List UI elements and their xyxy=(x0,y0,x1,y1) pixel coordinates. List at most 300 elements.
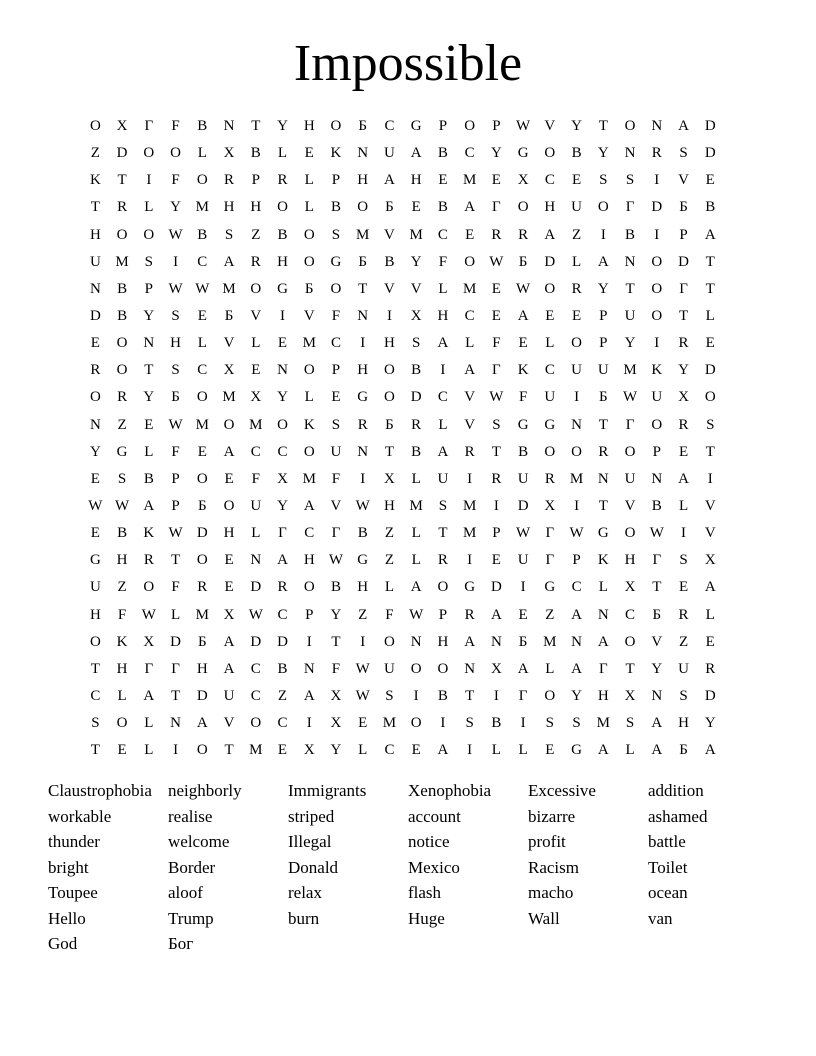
grid-letter: Г xyxy=(518,688,528,705)
grid-letter: S xyxy=(331,416,341,433)
grid-letter: D xyxy=(490,579,502,596)
grid-letter: G xyxy=(357,389,369,406)
grid-letter: K xyxy=(597,552,609,569)
grid-letter: X xyxy=(330,688,342,705)
grid-letter: E xyxy=(705,335,715,352)
grid-letter: Y xyxy=(89,443,101,460)
grid-letter: L xyxy=(678,498,689,515)
grid-letter: A xyxy=(437,443,449,460)
grid-letter: O xyxy=(437,579,449,596)
grid-letter: P xyxy=(171,470,180,487)
grid-letter: Z xyxy=(117,579,127,596)
grid-letter: F xyxy=(331,308,341,325)
grid-letter: X xyxy=(223,145,235,162)
grid-letter: X xyxy=(384,470,395,487)
grid-letter: L xyxy=(491,742,501,759)
grid-letter: D xyxy=(704,118,716,135)
grid-letter: E xyxy=(491,308,501,325)
grid-letter: E xyxy=(197,443,207,460)
grid-letter: L xyxy=(438,280,448,297)
grid-letter: Б xyxy=(679,742,688,759)
grid-letter: T xyxy=(625,660,635,677)
grid-letter: E xyxy=(411,742,421,759)
grid-letter: N xyxy=(357,443,369,460)
grid-letter: M xyxy=(623,362,637,379)
grid-letter: B xyxy=(437,145,448,162)
grid-letter: V xyxy=(410,280,422,297)
grid-letter: Г xyxy=(625,199,635,216)
grid-letter: L xyxy=(117,688,127,705)
grid-letter: H xyxy=(223,199,235,216)
grid-letter: C xyxy=(437,389,448,406)
grid-letter: L xyxy=(144,742,154,759)
grid-letter: H xyxy=(250,199,262,216)
grid-letter: G xyxy=(517,145,529,162)
word-list xyxy=(48,780,768,959)
grid-letter: S xyxy=(572,715,581,732)
grid-letter: S xyxy=(679,688,688,705)
grid-letter: R xyxy=(544,470,555,487)
grid-letter: O xyxy=(597,199,609,216)
grid-letter: B xyxy=(571,145,582,162)
grid-letter: M xyxy=(462,280,477,297)
grid-letter: P xyxy=(492,118,501,135)
grid-letter: O xyxy=(116,226,128,243)
grid-letter: R xyxy=(518,226,529,243)
word-list-item: Hello xyxy=(48,908,86,928)
grid-letter: D xyxy=(250,579,262,596)
grid-letter: A xyxy=(143,688,155,705)
grid-letter: H xyxy=(357,362,369,379)
grid-letter: L xyxy=(251,525,261,542)
grid-letter: B xyxy=(651,498,662,515)
grid-letter: A xyxy=(464,199,476,216)
grid-letter: E xyxy=(358,715,368,732)
grid-letter: C xyxy=(384,742,395,759)
grid-letter: B xyxy=(491,715,502,732)
grid-letter: M xyxy=(302,470,316,487)
grid-letter: L xyxy=(625,742,635,759)
word-list-item: realise xyxy=(168,806,213,826)
grid-letter: I xyxy=(280,308,285,325)
word-list-item: Excessive xyxy=(528,781,596,800)
word-list-item: addition xyxy=(648,781,704,800)
grid-letter: I xyxy=(440,362,446,379)
grid-letter: Б xyxy=(197,633,207,650)
grid-letter: X xyxy=(303,742,315,759)
grid-letter: O xyxy=(196,552,208,569)
grid-letter: O xyxy=(170,145,181,162)
grid-letter: A xyxy=(410,145,422,162)
grid-letter: O xyxy=(544,443,556,460)
grid-letter: G xyxy=(464,579,476,596)
grid-letter: P xyxy=(438,606,448,623)
grid-letter: E xyxy=(117,742,127,759)
grid-letter: Y xyxy=(330,606,342,623)
grid-letter: S xyxy=(331,226,341,243)
word-list-item: neighborly xyxy=(168,781,242,800)
grid-letter: O xyxy=(410,660,422,677)
grid-letter: A xyxy=(223,443,235,460)
grid-letter: S xyxy=(625,172,635,189)
grid-letter: O xyxy=(384,389,395,406)
grid-letter: O xyxy=(116,335,128,352)
grid-letter: O xyxy=(464,118,476,135)
grid-letter: O xyxy=(196,389,208,406)
grid-letter: T xyxy=(598,416,608,433)
grid-letter: A xyxy=(597,742,609,759)
grid-letter: L xyxy=(197,145,207,162)
grid-letter: M xyxy=(195,416,209,433)
grid-letter: S xyxy=(91,715,100,732)
grid-letter: L xyxy=(438,416,448,433)
grid-letter: E xyxy=(518,606,528,623)
grid-letter: L xyxy=(170,606,181,623)
grid-letter: D xyxy=(704,145,716,162)
grid-letter: I xyxy=(440,715,446,732)
grid-letter: R xyxy=(117,389,128,406)
grid-letter: A xyxy=(678,118,689,135)
grid-letter: I xyxy=(574,389,580,406)
grid-letter: C xyxy=(277,443,288,460)
grid-letter: X xyxy=(223,606,235,623)
grid-letter: C xyxy=(464,145,475,162)
grid-letter: W xyxy=(355,660,370,677)
grid-letter: E xyxy=(545,742,555,759)
grid-letter: Б xyxy=(385,416,394,433)
grid-letter: Y xyxy=(143,308,155,325)
grid-letter: R xyxy=(411,416,422,433)
grid-letter: H xyxy=(624,552,636,569)
grid-letter: A xyxy=(223,660,235,677)
grid-letter: Y xyxy=(330,742,342,759)
grid-letter: S xyxy=(679,145,688,162)
grid-letter: T xyxy=(652,579,662,596)
grid-letter: O xyxy=(223,498,235,515)
grid-letter: L xyxy=(598,579,608,596)
grid-letter: O xyxy=(624,443,636,460)
grid-letter: R xyxy=(491,226,502,243)
grid-letter: O xyxy=(277,199,288,216)
grid-letter: G xyxy=(544,579,556,596)
word-list-item: Xenophobia xyxy=(408,781,492,800)
word-list-item: aloof xyxy=(168,883,203,902)
grid-letter: U xyxy=(250,498,262,515)
grid-letter: R xyxy=(678,416,689,433)
word-list-item: Huge xyxy=(408,908,445,928)
grid-letter: A xyxy=(303,688,315,705)
grid-letter: R xyxy=(117,199,128,216)
grid-letter: B xyxy=(197,226,208,243)
grid-letter: L xyxy=(411,525,421,542)
grid-letter: A xyxy=(571,606,582,623)
grid-letter: Б xyxy=(197,498,207,515)
grid-letter: A xyxy=(704,226,716,243)
grid-letter: W xyxy=(168,525,183,542)
grid-letter: R xyxy=(571,280,582,297)
grid-letter: R xyxy=(437,552,448,569)
grid-letter: O xyxy=(303,443,315,460)
grid-letter: C xyxy=(464,308,475,325)
grid-letter: I xyxy=(306,633,312,650)
grid-letter: L xyxy=(304,199,314,216)
grid-letter: A xyxy=(410,579,422,596)
word-list-item: workable xyxy=(48,806,112,826)
grid-letter: O xyxy=(464,253,476,270)
grid-letter: N xyxy=(597,606,609,623)
grid-letter: G xyxy=(544,416,556,433)
grid-letter: L xyxy=(705,308,715,325)
grid-letter: A xyxy=(223,633,235,650)
grid-letter: Б xyxy=(358,118,368,135)
grid-letter: E xyxy=(144,416,154,433)
grid-letter: M xyxy=(195,606,209,623)
word-list-item: Illegal xyxy=(288,832,332,851)
grid-letter: D xyxy=(250,633,262,650)
grid-letter: A xyxy=(277,552,288,569)
grid-letter: W xyxy=(168,226,183,243)
word-list-item: Immigrants xyxy=(288,781,367,800)
grid-letter: F xyxy=(385,606,394,623)
grid-letter: M xyxy=(409,226,423,243)
grid-letter: F xyxy=(171,172,180,189)
grid-letter: Y xyxy=(490,145,502,162)
grid-letter: V xyxy=(223,715,235,732)
grid-letter: Г xyxy=(492,199,501,216)
grid-letter: E xyxy=(197,308,207,325)
grid-letter: O xyxy=(651,416,663,433)
grid-letter: D xyxy=(517,498,529,515)
grid-letter: B xyxy=(437,199,448,216)
grid-letter: B xyxy=(705,199,716,216)
grid-letter: N xyxy=(624,145,636,162)
grid-letter: C xyxy=(544,362,555,379)
grid-letter: S xyxy=(171,308,180,325)
grid-letter: O xyxy=(384,633,395,650)
grid-letter: U xyxy=(597,362,609,379)
grid-letter: R xyxy=(143,552,154,569)
grid-letter: Г xyxy=(679,280,688,297)
grid-letter: V xyxy=(704,498,716,515)
grid-letter: A xyxy=(464,362,476,379)
grid-letter: T xyxy=(705,443,715,460)
grid-letter: E xyxy=(572,172,582,189)
grid-letter: G xyxy=(277,280,288,297)
grid-letter: A xyxy=(597,633,609,650)
grid-letter: M xyxy=(195,199,209,216)
grid-letter: U xyxy=(571,199,582,216)
grid-letter: C xyxy=(197,362,208,379)
grid-letter: A xyxy=(490,606,502,623)
grid-letter: D xyxy=(651,199,663,216)
grid-letter: P xyxy=(652,443,661,460)
word-list-item: van xyxy=(648,908,673,928)
grid-letter: B xyxy=(277,660,288,677)
grid-letter: T xyxy=(331,633,341,650)
grid-letter: K xyxy=(651,362,663,379)
grid-letter: E xyxy=(90,470,100,487)
grid-letter: H xyxy=(89,226,101,243)
grid-letter: C xyxy=(544,172,555,189)
grid-letter: W xyxy=(516,280,531,297)
grid-letter: E xyxy=(277,742,288,759)
grid-letter: M xyxy=(462,172,477,189)
grid-letter: B xyxy=(143,470,154,487)
grid-letter: F xyxy=(438,253,448,270)
grid-letter: V xyxy=(384,280,395,297)
grid-letter: D xyxy=(544,253,556,270)
word-list-item: ashamed xyxy=(648,806,708,826)
grid-letter: E xyxy=(572,308,582,325)
grid-letter: Y xyxy=(143,389,155,406)
grid-letter: A xyxy=(517,660,529,677)
grid-letter: Z xyxy=(277,688,288,705)
grid-letter: Y xyxy=(651,660,663,677)
grid-letter: H xyxy=(116,660,128,677)
grid-letter: R xyxy=(277,579,288,596)
grid-letter: R xyxy=(250,253,261,270)
grid-letter: P xyxy=(144,280,153,297)
grid-letter: O xyxy=(624,118,636,135)
grid-letter: O xyxy=(143,145,155,162)
grid-letter: U xyxy=(517,552,529,569)
grid-letter: Y xyxy=(170,199,181,216)
grid-letter: U xyxy=(223,688,235,705)
grid-letter: B xyxy=(330,579,341,596)
grid-letter: C xyxy=(250,443,261,460)
grid-letter: R xyxy=(678,335,689,352)
grid-letter: A xyxy=(223,253,235,270)
grid-letter: T xyxy=(90,199,100,216)
grid-letter: M xyxy=(222,389,236,406)
grid-letter: H xyxy=(277,253,288,270)
grid-letter: U xyxy=(651,389,663,406)
grid-letter: W xyxy=(489,253,504,270)
grid-letter: M xyxy=(462,525,477,542)
grid-letter: B xyxy=(411,443,422,460)
grid-letter: A xyxy=(464,633,476,650)
grid-letter: W xyxy=(141,606,156,623)
grid-letter: I xyxy=(520,715,526,732)
grid-letter: Г xyxy=(545,525,555,542)
grid-letter: H xyxy=(437,633,449,650)
grid-letter: O xyxy=(303,253,315,270)
grid-letter: M xyxy=(462,498,477,515)
grid-letter: X xyxy=(624,688,636,705)
grid-letter: T xyxy=(678,308,689,325)
grid-letter: A xyxy=(303,498,315,515)
grid-letter: I xyxy=(173,253,179,270)
grid-letter: O xyxy=(143,579,155,596)
grid-letter: E xyxy=(90,525,100,542)
grid-letter: C xyxy=(250,660,261,677)
grid-letter: S xyxy=(492,416,501,433)
grid-letter: O xyxy=(196,172,208,189)
grid-letter: U xyxy=(384,145,395,162)
grid-letter: H xyxy=(678,715,689,732)
grid-letter: R xyxy=(678,606,689,623)
grid-letter: I xyxy=(360,335,366,352)
grid-letter: H xyxy=(437,308,449,325)
grid-letter: T xyxy=(117,172,127,189)
grid-letter: O xyxy=(517,199,529,216)
grid-letter: X xyxy=(277,470,288,487)
grid-letter: C xyxy=(304,525,315,542)
grid-letter: O xyxy=(330,280,342,297)
grid-letter: N xyxy=(170,715,181,732)
grid-letter: U xyxy=(437,470,449,487)
grid-letter: C xyxy=(330,335,341,352)
grid-letter: V xyxy=(464,416,476,433)
grid-letter: W xyxy=(115,498,130,515)
grid-letter: R xyxy=(277,172,288,189)
grid-letter: P xyxy=(492,525,501,542)
grid-letter: A xyxy=(196,715,208,732)
grid-letter: E xyxy=(304,145,314,162)
grid-letter: O xyxy=(651,253,663,270)
grid-letter: B xyxy=(625,226,636,243)
grid-letter: G xyxy=(517,416,529,433)
grid-letter: Z xyxy=(384,525,395,542)
grid-letter: O xyxy=(571,335,582,352)
grid-letter: R xyxy=(90,362,101,379)
grid-letter: O xyxy=(544,688,556,705)
grid-letter: L xyxy=(705,606,715,623)
grid-letter: Y xyxy=(597,145,609,162)
grid-letter: H xyxy=(357,172,369,189)
grid-letter: I xyxy=(306,715,312,732)
grid-letter: N xyxy=(89,416,101,433)
grid-letter: I xyxy=(654,172,660,189)
grid-letter: D xyxy=(704,688,716,705)
grid-letter: V xyxy=(544,118,556,135)
grid-letter: E xyxy=(678,579,689,596)
grid-letter: A xyxy=(143,498,155,515)
grid-letter: L xyxy=(358,742,368,759)
grid-letter: N xyxy=(597,470,609,487)
word-list-item: profit xyxy=(528,832,566,851)
grid-letter: O xyxy=(250,715,262,732)
grid-letter: A xyxy=(437,335,449,352)
grid-letter: O xyxy=(651,280,663,297)
word-list-item: Wall xyxy=(528,908,560,928)
grid-letter: E xyxy=(251,362,261,379)
grid-letter: O xyxy=(624,633,636,650)
grid-letter: G xyxy=(89,552,101,569)
grid-letter: T xyxy=(465,688,475,705)
grid-letter: T xyxy=(144,362,154,379)
grid-letter: W xyxy=(248,606,263,623)
grid-letter: Г xyxy=(278,525,287,542)
grid-letter: W xyxy=(168,280,183,297)
grid-letter: H xyxy=(357,579,369,596)
grid-letter: R xyxy=(705,660,716,677)
grid-letter: N xyxy=(303,660,315,677)
grid-letter: E xyxy=(545,308,555,325)
grid-letter: H xyxy=(170,335,181,352)
grid-letter: D xyxy=(89,308,101,325)
grid-letter: L xyxy=(411,470,421,487)
grid-letter: W xyxy=(622,389,638,406)
grid-letter: Y xyxy=(704,715,716,732)
grid-letter: G xyxy=(116,443,128,460)
grid-letter: T xyxy=(598,118,608,135)
grid-letter: F xyxy=(171,443,180,460)
grid-letter: B xyxy=(250,145,261,162)
grid-letter: E xyxy=(438,172,448,189)
grid-letter: O xyxy=(250,280,262,297)
word-list-item: welcome xyxy=(168,832,230,851)
